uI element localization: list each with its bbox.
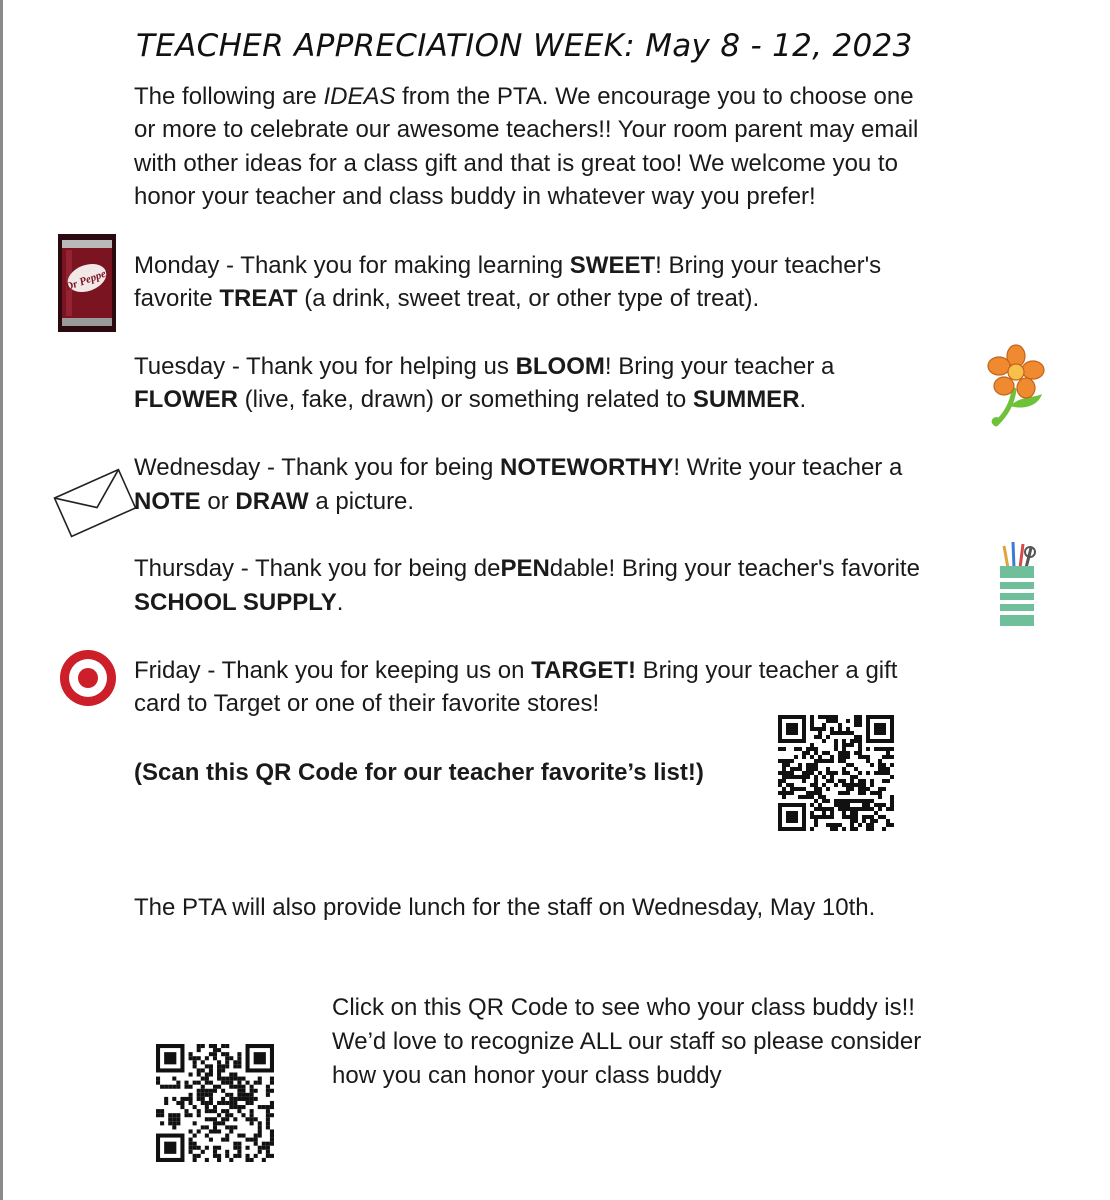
lunch-note: The PTA will also provide lunch for the staff on Wednesday, May 10th.: [134, 894, 876, 921]
friday-line-1: Friday - Thank you for keeping us on TARGET! Bring your teacher a gift: [134, 657, 898, 684]
thursday-line-2: SCHOOL SUPPLY.: [134, 589, 344, 616]
buddy-line-2: We’d love to recognize ALL our staff so please consider: [332, 1028, 922, 1055]
page-title: TEACHER APPRECIATION WEEK: May 8 - 12, 2023: [136, 28, 913, 64]
envelope-icon: [52, 468, 138, 538]
buddy-line-1: Click on this QR Code to see who your class buddy is!!: [332, 994, 915, 1021]
intro-line-4: honor your teacher and class buddy in whatever way you prefer!: [134, 183, 816, 210]
pencil-cup-icon: [996, 540, 1038, 628]
qr-caption: (Scan this QR Code for our teacher favorite’s list!): [134, 759, 704, 786]
wednesday-line-1: Wednesday - Thank you for being NOTEWORTHY! Write your teacher a: [134, 454, 903, 481]
intro-line-3: with other ideas for a class gift and that is great too! We welcome you to: [134, 150, 898, 177]
thursday-line-1: Thursday - Thank you for being dePENdable! Bring your teacher's favorite: [134, 555, 920, 582]
tuesday-line-1: Tuesday - Thank you for helping us BLOOM! Bring your teacher a: [134, 353, 835, 380]
flower-icon: [984, 344, 1050, 430]
page-left-edge: [0, 0, 3, 1200]
target-logo-icon: [58, 648, 118, 708]
intro-line-1: The following are IDEAS from the PTA. We encourage you to choose one: [134, 83, 914, 110]
buddy-line-3: how you can honor your class buddy: [332, 1062, 722, 1089]
intro-line-2: or more to celebrate our awesome teachers!! Your room parent may email: [134, 116, 919, 143]
monday-line-1: Monday - Thank you for making learning SWEET! Bring your teacher's: [134, 252, 882, 279]
friday-line-2: card to Target or one of their favorite stores!: [134, 690, 600, 717]
tuesday-line-2: FLOWER (live, fake, drawn) or something related to SUMMER.: [134, 386, 807, 413]
can-label: Dr Pepper: [63, 266, 112, 294]
monday-line-2: favorite TREAT (a drink, sweet treat, or other type of treat).: [134, 285, 760, 312]
wednesday-line-2: NOTE or DRAW a picture.: [134, 488, 415, 515]
favorites-qr-code[interactable]: [778, 715, 894, 831]
soda-can-icon: [58, 234, 116, 332]
class-buddy-qr-code[interactable]: [156, 1044, 274, 1162]
